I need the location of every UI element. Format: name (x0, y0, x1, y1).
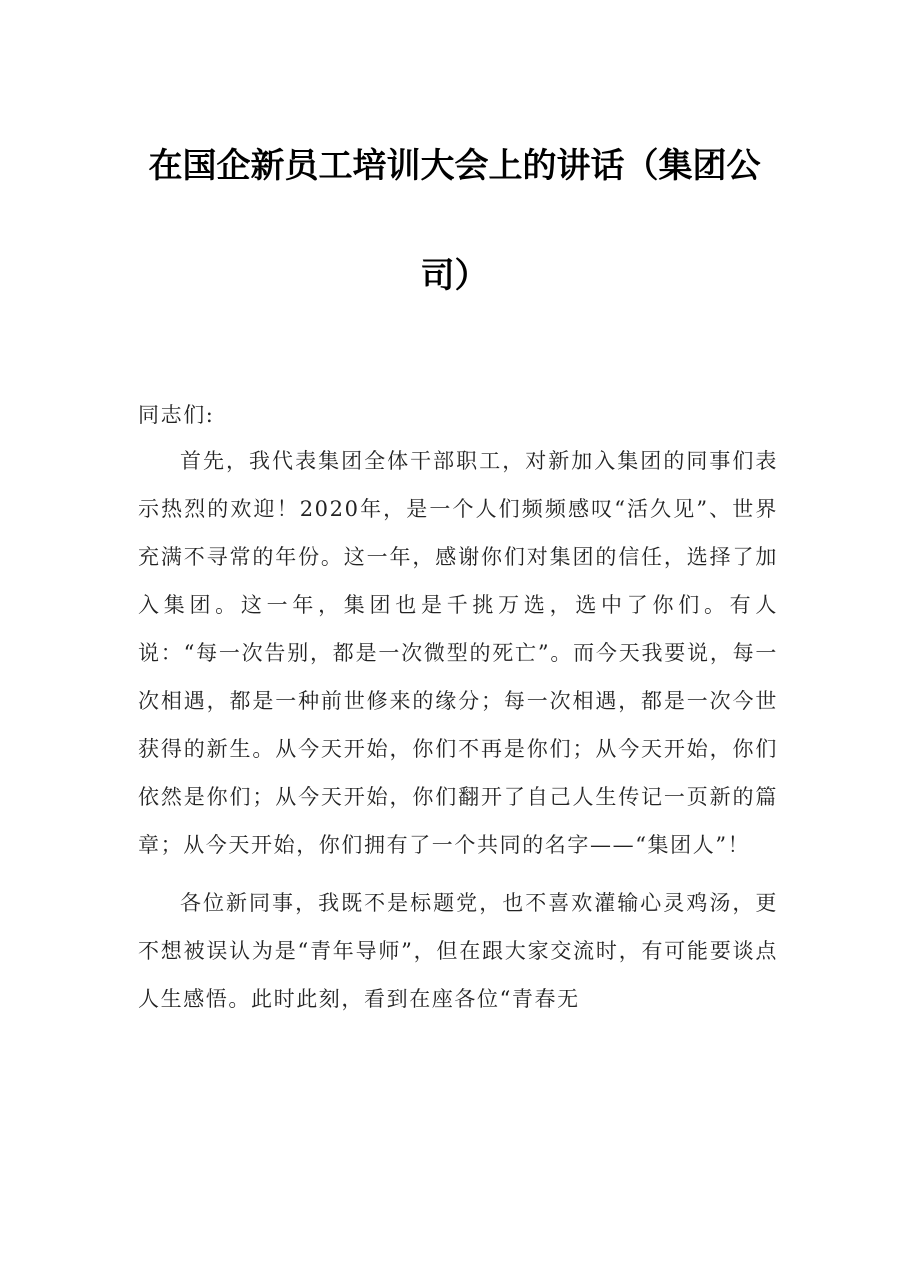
title-line-1: 在国企新员工培训大会上的讲话（集团公 (148, 146, 761, 186)
document-title (0, 140, 909, 360)
title-line-2: 司） (420, 256, 489, 296)
paragraph-1: 首先，我代表集团全体干部职工，对新加入集团的同事们表示热烈的欢迎！2020年，是一个人们频频感叹“活久见”、世界充满不寻常的年份。这一年，感谢你们对集团的信任，选择了加入集团。这一年，集团也是千挑万选，选中了你们。有人说：“每一次告别，都是一次微型的死亡”。而今天我要说，每一次相遇，都是一种前世修来的缘分；每一次相遇，都是一次今世获得的新生。从今天开始，你们不再是你们；从今天开始，你们依然是你们；从今天开始，你们翻开了自己人生传记一页新的篇章；从今天开始，你们拥有了一个共同的名字——“集团人”！ (138, 449, 778, 857)
document-body (138, 391, 778, 1033)
paragraph-2: 各位新同事，我既不是标题党，也不喜欢灌输心灵鸡汤，更不想被误认为是“青年导师”，但在跟大家交流时，有可能要谈点人生感悟。此时此刻，看到在座各位“青春无 (138, 891, 778, 1011)
salutation: 同志们: (138, 403, 215, 427)
